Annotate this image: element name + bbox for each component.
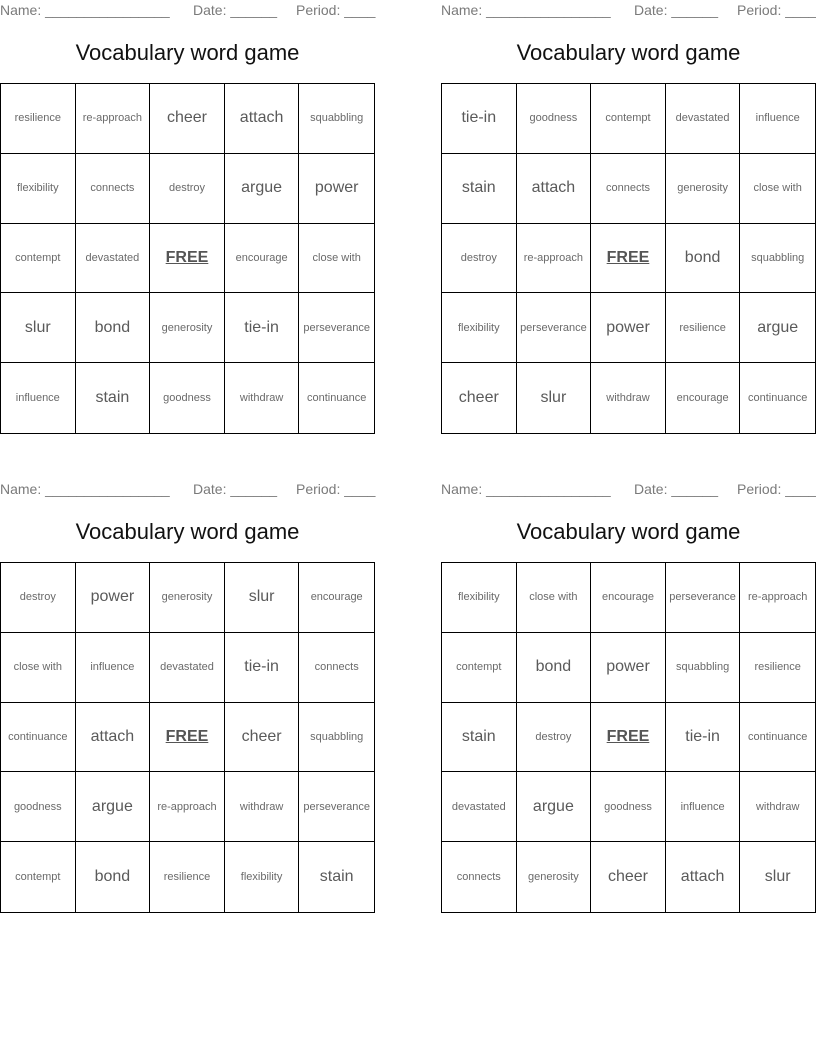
student-info-line — [441, 481, 816, 499]
student-info-line — [441, 2, 816, 20]
bingo-cell[interactable]: devastated — [442, 772, 517, 842]
bingo-cell[interactable]: resilience — [1, 84, 76, 154]
date-field[interactable]: Date: ______ — [634, 2, 719, 18]
period-field[interactable]: Period: ____ — [737, 2, 816, 18]
date-field[interactable]: Date: ______ — [193, 2, 278, 18]
bingo-cell[interactable]: slur — [764, 868, 791, 886]
bingo-cell[interactable]: power — [299, 154, 374, 224]
period-field[interactable]: Period: ____ — [737, 481, 816, 497]
bingo-cell[interactable]: stain — [76, 363, 151, 433]
bingo-cell[interactable]: argue — [225, 154, 300, 224]
bingo-cell[interactable]: power — [591, 633, 666, 703]
bingo-cell[interactable]: attach — [76, 703, 151, 773]
bingo-cell[interactable]: bond — [666, 224, 741, 294]
bingo-cell[interactable]: close with — [1, 633, 76, 703]
bingo-cell[interactable]: power — [591, 293, 666, 363]
bingo-cell[interactable]: withdraw — [591, 363, 666, 433]
bingo-cell[interactable]: resilience — [150, 842, 225, 912]
name-field[interactable]: Name: ________________ — [0, 481, 170, 497]
bingo-cell[interactable]: squabbling — [740, 224, 815, 294]
student-info-line — [0, 481, 375, 499]
bingo-cell[interactable]: stain — [319, 868, 354, 886]
bingo-cell[interactable]: encourage — [591, 563, 666, 633]
bingo-cell[interactable]: attach — [517, 154, 592, 224]
bingo-cell[interactable]: re-approach — [150, 772, 225, 842]
bingo-cell[interactable]: perseverance — [666, 563, 741, 633]
bingo-cell[interactable]: encourage — [666, 363, 741, 433]
bingo-grid — [0, 562, 375, 913]
bingo-cell[interactable]: cheer — [225, 703, 300, 773]
name-field[interactable]: Name: ________________ — [0, 2, 170, 18]
bingo-cell[interactable]: encourage — [299, 563, 374, 633]
student-info-line — [0, 2, 375, 20]
bingo-cell[interactable]: goodness — [150, 363, 225, 433]
bingo-cell[interactable]: withdraw — [225, 363, 300, 433]
period-field[interactable]: Period: ____ — [296, 2, 376, 18]
bingo-cell[interactable]: withdraw — [225, 772, 300, 842]
bingo-cell[interactable]: tie-in — [225, 633, 300, 703]
bingo-cell[interactable]: continuance — [740, 703, 815, 773]
bingo-cell[interactable]: generosity — [150, 293, 225, 363]
bingo-cell[interactable]: close with — [299, 224, 374, 294]
bingo-cell[interactable]: bond — [517, 633, 592, 703]
bingo-cell[interactable]: destroy — [517, 703, 592, 773]
bingo-cell[interactable]: influence — [76, 633, 151, 703]
bingo-cell[interactable]: continuance — [307, 392, 367, 405]
bingo-cell[interactable]: goodness — [1, 772, 76, 842]
bingo-cell[interactable]: resilience — [740, 633, 815, 703]
bingo-cell[interactable]: cheer — [591, 842, 666, 912]
bingo-cell[interactable]: goodness — [591, 772, 666, 842]
bingo-cell[interactable]: tie-in — [225, 293, 300, 363]
bingo-cell[interactable]: power — [76, 563, 151, 633]
bingo-cell[interactable]: bond — [76, 293, 151, 363]
bingo-cell[interactable]: connects — [591, 154, 666, 224]
bingo-cell[interactable]: devastated — [76, 224, 151, 294]
bingo-cell[interactable]: argue — [740, 293, 815, 363]
name-field[interactable]: Name: ________________ — [441, 2, 611, 18]
free-space-cell[interactable]: FREE — [150, 703, 225, 773]
bingo-cell[interactable]: connects — [299, 633, 374, 703]
bingo-cell[interactable]: influence — [1, 363, 76, 433]
bingo-cell[interactable]: contempt — [1, 224, 76, 294]
bingo-cell[interactable]: argue — [76, 772, 151, 842]
bingo-cell[interactable]: generosity — [517, 842, 592, 912]
bingo-cell[interactable]: slur — [225, 563, 300, 633]
free-space-cell[interactable]: FREE — [150, 224, 225, 294]
bingo-grid — [441, 562, 816, 913]
bingo-cell[interactable]: perseverance — [299, 772, 374, 842]
bingo-cell[interactable]: attach — [225, 84, 300, 154]
bingo-cell[interactable]: close with — [740, 154, 815, 224]
bingo-cell[interactable]: attach — [666, 842, 741, 912]
bingo-card-3 — [0, 479, 375, 914]
bingo-cell[interactable]: withdraw — [740, 772, 815, 842]
bingo-cell[interactable]: tie-in — [442, 84, 517, 154]
bingo-cell[interactable]: re-approach — [517, 224, 592, 294]
bingo-cell[interactable]: encourage — [225, 224, 300, 294]
bingo-cell[interactable]: flexibility — [225, 842, 300, 912]
bingo-cell[interactable]: squabbling — [299, 84, 374, 154]
bingo-cell[interactable]: perseverance — [299, 293, 374, 363]
card-title: Vocabulary word game — [75, 40, 300, 65]
card-title: Vocabulary word game — [516, 519, 741, 544]
bingo-cell[interactable]: connects — [76, 154, 151, 224]
bingo-cell[interactable]: continuance — [1, 703, 76, 773]
bingo-cell[interactable]: generosity — [666, 154, 741, 224]
bingo-cell[interactable]: flexibility — [1, 154, 76, 224]
bingo-cell[interactable]: resilience — [666, 293, 741, 363]
bingo-cell[interactable]: re-approach — [740, 563, 815, 633]
bingo-card-2 — [441, 0, 816, 435]
bingo-cell[interactable]: argue — [517, 772, 592, 842]
bingo-cell[interactable]: contempt — [591, 84, 666, 154]
bingo-card-1 — [0, 0, 375, 435]
date-field[interactable]: Date: ______ — [634, 481, 719, 497]
bingo-card-4 — [441, 479, 816, 914]
bingo-cell[interactable]: squabbling — [299, 703, 374, 773]
bingo-cell[interactable]: destroy — [442, 224, 517, 294]
bingo-cell[interactable]: connects — [442, 842, 517, 912]
card-title: Vocabulary word game — [516, 40, 741, 65]
bingo-cell[interactable]: flexibility — [442, 563, 517, 633]
bingo-cell[interactable]: contempt — [1, 842, 76, 912]
bingo-cell[interactable]: re-approach — [76, 84, 151, 154]
bingo-cell[interactable]: destroy — [150, 154, 225, 224]
bingo-cell[interactable]: tie-in — [666, 703, 741, 773]
bingo-cell[interactable]: slur — [517, 363, 592, 433]
bingo-cell[interactable]: stain — [442, 703, 517, 773]
bingo-cell[interactable]: cheer — [442, 363, 517, 433]
bingo-cell[interactable]: continuance — [748, 392, 808, 405]
bingo-cell[interactable]: contempt — [442, 633, 517, 703]
bingo-grid — [441, 83, 816, 434]
bingo-cell[interactable]: influence — [740, 84, 815, 154]
period-field[interactable]: Period: ____ — [296, 481, 376, 497]
bingo-cell[interactable]: devastated — [666, 84, 741, 154]
name-field[interactable]: Name: ________________ — [441, 481, 611, 497]
bingo-grid — [0, 83, 375, 434]
bingo-cell[interactable]: devastated — [150, 633, 225, 703]
bingo-cell[interactable]: stain — [442, 154, 517, 224]
bingo-cell[interactable]: perseverance — [517, 293, 592, 363]
bingo-cell[interactable]: close with — [517, 563, 592, 633]
bingo-cell[interactable]: slur — [1, 293, 76, 363]
bingo-cell[interactable]: influence — [666, 772, 741, 842]
bingo-cell[interactable]: goodness — [517, 84, 592, 154]
free-space-cell[interactable]: FREE — [591, 703, 666, 773]
free-space-cell[interactable]: FREE — [591, 224, 666, 294]
card-title: Vocabulary word game — [75, 519, 300, 544]
bingo-cell[interactable]: flexibility — [442, 293, 517, 363]
bingo-cell[interactable]: squabbling — [666, 633, 741, 703]
bingo-cell[interactable]: generosity — [150, 563, 225, 633]
bingo-cell[interactable]: bond — [76, 842, 151, 912]
bingo-cell[interactable]: cheer — [150, 84, 225, 154]
bingo-cell[interactable]: destroy — [1, 563, 76, 633]
date-field[interactable]: Date: ______ — [193, 481, 278, 497]
